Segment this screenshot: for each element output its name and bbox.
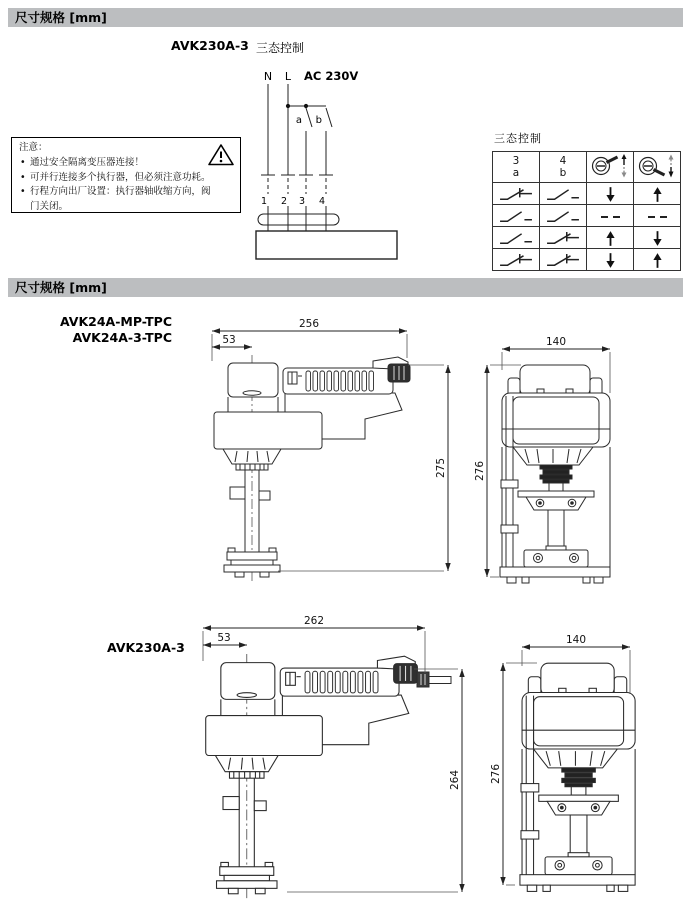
arrow-down-icon: [652, 230, 663, 247]
contact-open-icon: [545, 187, 581, 202]
terminal-number: 2: [280, 196, 288, 207]
direction-normal-cell: [587, 183, 634, 205]
col-header-rotary-reversed: [634, 152, 681, 183]
contact-a-cell: [493, 227, 540, 249]
rotary-switch-normal-icon: [590, 153, 630, 179]
rotary-switch-reversed-icon: [637, 153, 677, 179]
junction-dot: [286, 104, 290, 108]
arrow-down-icon: [605, 252, 616, 269]
actuator-box: [256, 231, 397, 259]
arrow-up-icon: [652, 252, 663, 269]
contact-a-cell: [493, 249, 540, 271]
direction-normal-cell: [587, 227, 634, 249]
contact-a-cell: [493, 205, 540, 227]
col-header-rotary-normal: [587, 152, 634, 183]
dim-depth-1: 140: [545, 336, 567, 348]
control-table-row: [493, 183, 681, 205]
control-table: [492, 151, 681, 271]
note-title: 注意：: [19, 142, 48, 153]
control-table-row: [493, 249, 681, 271]
contact-b-cell: [540, 205, 587, 227]
dim-height-2: 264: [449, 769, 461, 791]
terminal-number: 1: [260, 196, 268, 207]
direction-reversed-cell: [634, 183, 681, 205]
dim-front-height-2: 276: [490, 763, 502, 785]
dim-depth-2: 140: [565, 634, 587, 646]
switch-b-label: b: [315, 115, 322, 126]
contact-b-cell: [540, 249, 587, 271]
dim-height-1: 275: [435, 457, 447, 479]
front-view-avk230a: [520, 663, 635, 891]
junction-dot: [304, 104, 308, 108]
direction-normal-cell: [587, 205, 634, 227]
direction-reversed-cell: [634, 227, 681, 249]
note-list: [19, 156, 232, 214]
note-item: • 通过安全隔离变压器连接！: [19, 156, 218, 170]
dim-offset-2: 53: [217, 632, 231, 644]
wiring-control-type-label: 三态控制: [256, 41, 305, 55]
wiring-diagram: [250, 58, 412, 268]
col-header-3a: 3 a: [493, 152, 540, 183]
arrow-up-icon: [605, 230, 616, 247]
cable-bundle-outline: [258, 214, 339, 225]
note-item: • 可并行连接多个执行器，但必须注意功耗。: [19, 171, 218, 185]
control-table-header-row: [493, 152, 681, 183]
terminal-number: 4: [318, 196, 326, 207]
dim-width-1: 256: [298, 318, 320, 330]
warning-triangle-icon: [208, 143, 234, 166]
stop-dashes-icon: [598, 216, 622, 218]
arrow-up-icon: [652, 186, 663, 203]
contact-b-cell: [540, 227, 587, 249]
contact-open-icon: [498, 209, 534, 224]
dimension-model-label-2: AVK230A-3: [107, 640, 185, 655]
model-label-line2: AVK24A-3-TPC: [72, 330, 172, 345]
control-table-row: [493, 205, 681, 227]
terminal-number: 3: [298, 196, 306, 207]
wire-label-l: L: [284, 70, 292, 83]
arrow-down-icon: [605, 186, 616, 203]
model-label-line1: AVK24A-MP-TPC: [59, 314, 172, 329]
side-view-avk24a: [214, 355, 410, 582]
direction-reversed-cell: [634, 205, 681, 227]
switch-a-label: a: [295, 115, 302, 126]
contact-closed-icon: [545, 253, 581, 268]
control-table-row: [493, 227, 681, 249]
wiring-model-label: AVK230A-3: [171, 38, 249, 53]
voltage-label: AC 230V: [304, 69, 359, 83]
section-header-wiring: 尺寸规格 [mm]: [8, 8, 683, 27]
stop-dashes-icon: [645, 216, 669, 218]
dimension-drawings: [0, 300, 691, 907]
dim-width-2: 262: [303, 615, 325, 627]
contact-closed-icon: [498, 253, 534, 268]
direction-reversed-cell: [634, 249, 681, 271]
control-table-block: [492, 130, 681, 271]
section-header-dimensions: 尺寸规格 [mm]: [8, 278, 683, 297]
contact-closed-icon: [498, 187, 534, 202]
contact-b-cell: [540, 183, 587, 205]
direction-normal-cell: [587, 249, 634, 271]
contact-closed-icon: [545, 231, 581, 246]
dim-front-height-1: 276: [474, 460, 486, 482]
col-header-4b: 4 b: [540, 152, 587, 183]
dim-offset-1: 53: [222, 334, 236, 346]
control-table-title: 三态控制: [494, 132, 542, 145]
note-item: • 行程方向出厂设置：执行器轴收缩方向，阀门关闭。: [19, 185, 218, 214]
contact-open-icon: [498, 231, 534, 246]
front-view-avk24a: [500, 365, 610, 583]
contact-a-cell: [493, 183, 540, 205]
cable-with-plug: [417, 672, 451, 687]
note-box: [11, 137, 241, 213]
side-view-avk230a: [206, 654, 418, 899]
contact-open-icon: [545, 209, 581, 224]
wire-label-n: N: [263, 70, 273, 83]
